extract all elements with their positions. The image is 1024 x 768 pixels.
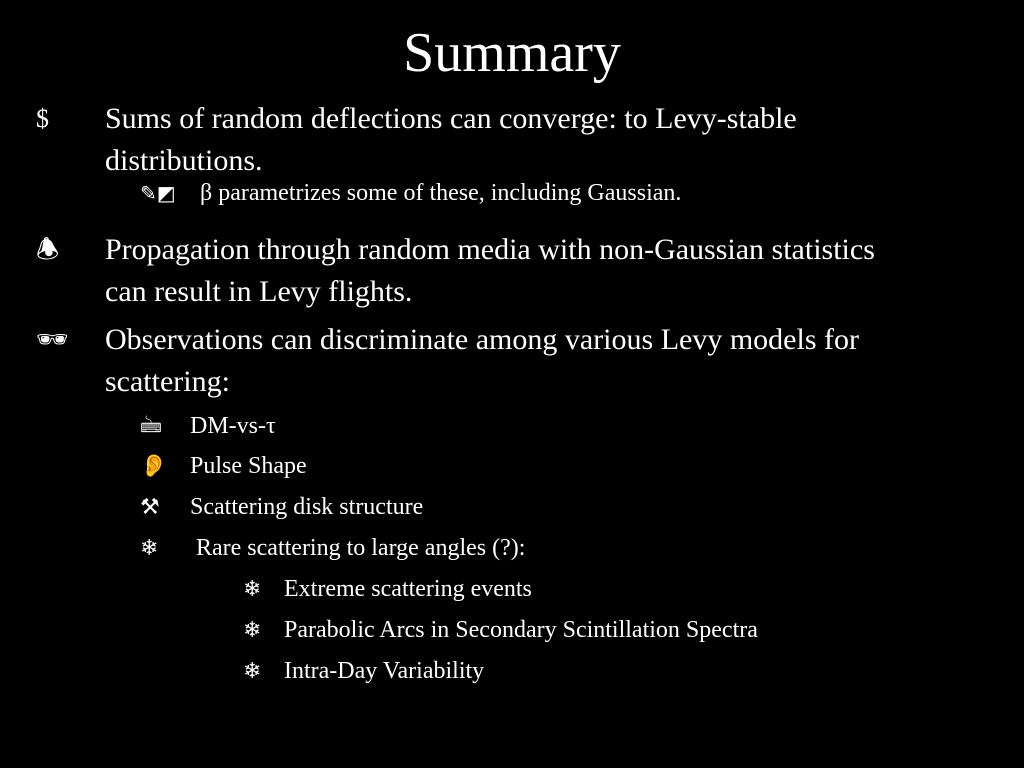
snowflake-bullet-icon: ❄ bbox=[243, 658, 262, 683]
tools-bullet-icon: ⚒ bbox=[140, 494, 160, 519]
subitem-dm-vs-tau-text: DM-vs-τ bbox=[190, 413, 276, 439]
bullet-3-line-2: scattering: bbox=[105, 365, 230, 398]
snowflake-bullet-icon: ❄ bbox=[140, 535, 159, 560]
dollar-bullet-icon: $ bbox=[36, 104, 49, 133]
bullet-3-line-1: Observations can discriminate among various Levy models for bbox=[105, 323, 859, 356]
bullet-1-line-2: distributions. bbox=[105, 144, 263, 177]
subsubitem-intra-day-text: Intra-Day Variability bbox=[284, 658, 485, 684]
glasses-bullet-icon: 🕶 bbox=[36, 325, 70, 354]
bullet-1-subitem bbox=[140, 178, 681, 209]
bullet-1-line-1: Sums of random deflections can converge: to Levy-stable bbox=[105, 102, 797, 135]
subsubitem-extreme-scattering-text: Extreme scattering events bbox=[284, 576, 532, 602]
bullet-1-subitem-text: β parametrizes some of these, including Gaussian. bbox=[200, 180, 682, 206]
snowflake-bullet-icon: ❄ bbox=[243, 576, 262, 601]
bell-bullet-icon: 🕭 bbox=[36, 235, 60, 264]
subitem-pulse-shape-text: Pulse Shape bbox=[190, 453, 307, 479]
subitem-rare-scattering-text: Rare scattering to large angles (?): bbox=[190, 535, 526, 561]
bullet-2-line-1: Propagation through random media with non-Gaussian statistics bbox=[105, 233, 875, 266]
pen-flag-bullet-icon: ✎◩ bbox=[140, 183, 176, 205]
subitem-scattering-disk-text: Scattering disk structure bbox=[190, 494, 424, 520]
subsubitem-parabolic-arcs-text: Parabolic Arcs in Secondary Scintillation Spectra bbox=[284, 617, 758, 643]
ear-bullet-icon: 👂 bbox=[140, 453, 168, 478]
bullet-2-line-2: can result in Levy flights. bbox=[105, 275, 413, 308]
keyboard-bullet-icon: 🖮 bbox=[140, 413, 163, 438]
snowflake-bullet-icon: ❄ bbox=[243, 617, 262, 642]
slide-title: Summary bbox=[403, 22, 621, 84]
